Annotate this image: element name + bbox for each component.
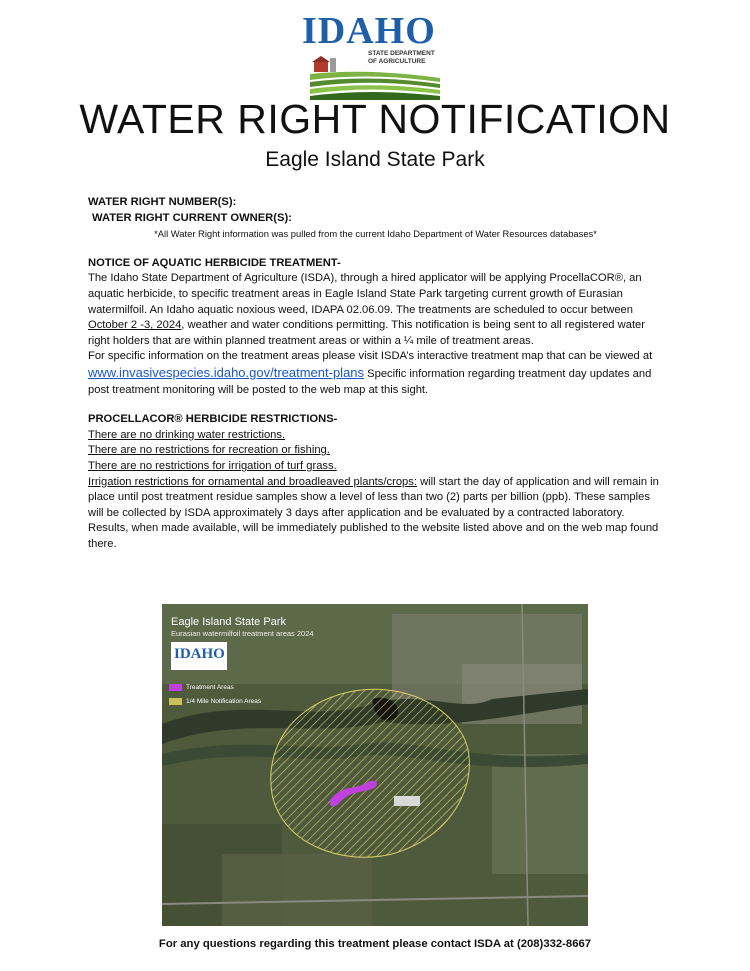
logo-wordmark: IDAHO bbox=[302, 10, 436, 52]
water-right-number-label: WATER RIGHT NUMBER(S): bbox=[88, 196, 237, 208]
irrigation-restriction bbox=[88, 475, 663, 553]
treatment-dates: October 2 -3, 2024 bbox=[88, 319, 182, 332]
page-subtitle: Eagle Island State Park bbox=[265, 148, 485, 171]
logo-subtext bbox=[368, 50, 435, 66]
notice-paragraph-1 bbox=[88, 271, 663, 349]
legend-swatch-treatment bbox=[169, 684, 182, 691]
restriction-item: There are no restrictions for irrigation of turf grass. bbox=[88, 459, 337, 472]
notice-heading: NOTICE OF AQUATIC HERBICIDE TREATMENT- bbox=[88, 256, 341, 269]
water-right-note: *All Water Right information was pulled from the current Idaho Department of Water Resources databases* bbox=[154, 228, 597, 240]
notice-p2-text-b: Specific information regarding treatment day updates and post treatment monitoring will be posted to the web map at this sight. bbox=[88, 367, 652, 396]
restrictions-heading: PROCELLACOR® HERBICIDE RESTRICTIONS- bbox=[88, 413, 338, 426]
notice-body bbox=[88, 195, 663, 552]
map-title: Eagle Island State Park bbox=[171, 616, 286, 628]
notice-paragraph-2 bbox=[88, 349, 663, 398]
notice-p1-text-a: The Idaho State Department of Agriculture (ISDA), through a hired applicator will be applying ProcellaCOR®, an aquatic herbicide, to specific treatment areas in Eagle Island State Park targeting current growth of Eurasian watermilfoil. An Idaho aquatic noxious weed, IDAPA 02.06.09. The treatments are scheduled to occur between bbox=[88, 272, 642, 316]
irrigation-restriction-text: will start the day of application and will remain in place until post treatment residue samples show a level of less than two (2) parts per billion (ppb). These samples will be collected by ISDA approximately 3 days after application and be evaluated by a contracted laboratory. Results, when made available, will be immediately published to the website listed above and on the web map found there. bbox=[88, 475, 659, 550]
notice-p2-text-a: For specific information on the treatment areas please visit ISDA’s interactive treatment map that can be viewed at bbox=[88, 350, 653, 363]
legend-swatch-notification bbox=[169, 698, 182, 705]
isda-logo bbox=[300, 8, 450, 100]
map-logo bbox=[171, 642, 227, 670]
treatment-area-map bbox=[162, 604, 588, 926]
legend-label-treatment: Treatment Areas bbox=[186, 684, 234, 691]
legend-label-notification: 1/4 Mile Notification Areas bbox=[186, 698, 262, 705]
contact-footer: For any questions regarding this treatment please contact ISDA at (208)332-8667 bbox=[158, 938, 592, 950]
map-subtitle: Eurasian watermilfoil treatment areas 2024 bbox=[171, 629, 314, 638]
logo-subtext-line1: STATE DEPARTMENT bbox=[368, 50, 435, 57]
logo-subtext-line2: OF AGRICULTURE bbox=[368, 58, 426, 65]
page-title: WATER RIGHT NOTIFICATION bbox=[79, 96, 671, 142]
restriction-item: There are no restrictions for recreation or fishing. bbox=[88, 444, 330, 457]
restriction-item: There are no drinking water restrictions. bbox=[88, 428, 286, 441]
irrigation-restriction-label: Irrigation restrictions for ornamental and broadleaved plants/crops: bbox=[88, 475, 417, 488]
treatment-plans-link[interactable]: www.invasivespecies.idaho.gov/treatment-plans bbox=[88, 364, 365, 380]
map-logo-wordmark: IDAHO bbox=[174, 646, 225, 662]
notice-p1-text-b: , weather and water conditions permitting. This notification is being sent to all registered water right holders that are within planned treatment areas or within a ¼ mile of treatment areas. bbox=[88, 319, 645, 347]
water-right-owner-label: WATER RIGHT CURRENT OWNER(S): bbox=[92, 211, 292, 224]
